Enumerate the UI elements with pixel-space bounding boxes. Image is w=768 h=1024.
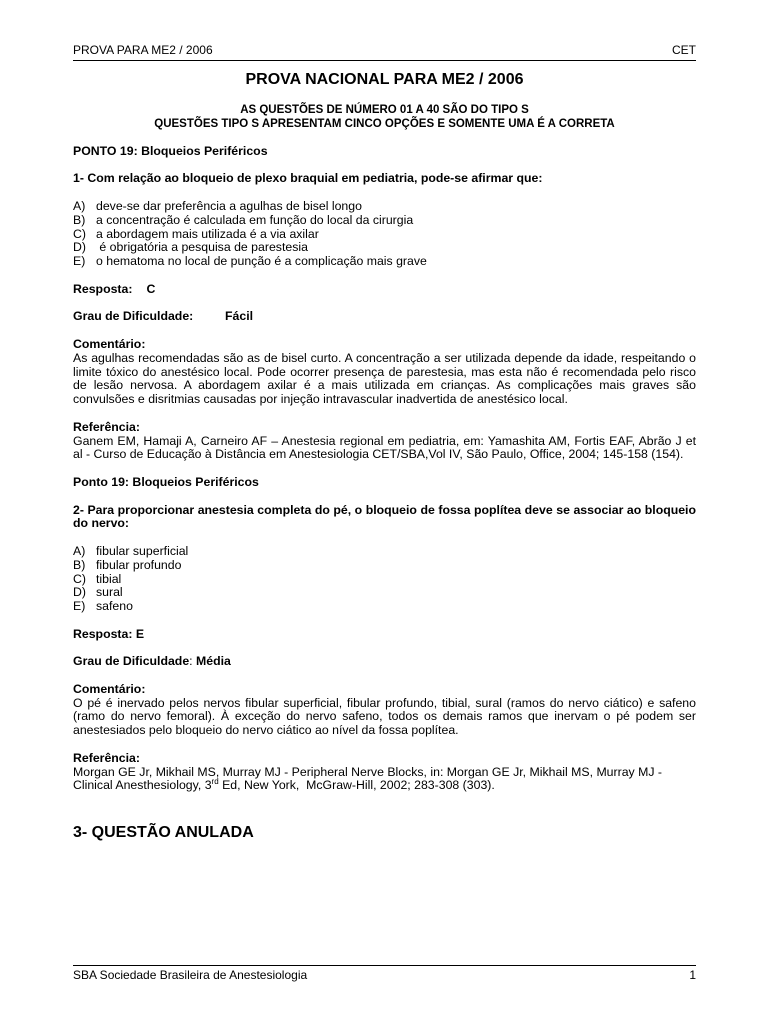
header-right-text: CET [672, 43, 696, 57]
q2-comment-text: O pé é inervado pelos nervos fibular superficial, fibular profundo, tibial, sural (ramos do nervo ciático) e safeno (ramo do nervo femoral). À exceção do nervo safeno, todos os demais ramos que inervam o pé podem ser anestesiados pelo bloqueio do nervo ciático ao nível da fossa poplítea. [73, 695, 696, 738]
page-footer [73, 965, 696, 982]
footer-left-text: SBA Sociedade Brasileira de Anestesiologia [73, 968, 308, 982]
page-number: 1 [689, 968, 696, 982]
q1-option-b: B) a concentração é calculada em função do local da cirurgia [73, 212, 414, 227]
q3-annulled-heading: 3- QUESTÃO ANULADA [73, 824, 254, 842]
q2-reference-line-2: Clinical Anesthesiology, 3rd Ed, New York, McGraw-Hill, 2002; 283-308 (303). [73, 777, 495, 793]
q1-difficulty: Grau de Dificuldade: Fácil [73, 309, 254, 324]
q2-options [73, 545, 696, 614]
header-left-text: PROVA PARA ME2 / 2006 [73, 43, 213, 57]
q1-reference-label: Referência: [73, 419, 140, 434]
q1-comment-label: Comentário: [73, 336, 146, 351]
q2-option-e: E) safeno [73, 599, 133, 614]
document-title: PROVA NACIONAL PARA ME2 / 2006 [245, 71, 524, 88]
q1-option-a: A) deve-se dar preferência a agulhas de bisel longo [73, 198, 362, 213]
q1-options [73, 200, 696, 269]
q1-comment-text: As agulhas recomendadas são as de bisel curto. A concentração a ser utilizada depende da idade, respeitando o limite tóxico do anestésico local. Pode ocorrer presença de parestesia, mas esta não é recomendada pelo risco de lesão nervosa. A abordagem axilar é a mais utilizada em crianças. As complicações mais graves são convulsões e disritmias causadas por injeção intravascular inadvertida de anestésico local. [73, 350, 696, 407]
q1-topic: PONTO 19: Bloqueios Periféricos [73, 143, 268, 158]
q2-reference-line-1: Morgan GE Jr, Mikhail MS, Murray MJ - Peripheral Nerve Blocks, in: Morgan GE Jr, Mikhail MS, Murray MJ - [73, 764, 663, 779]
q2-reference-label: Referência: [73, 750, 140, 765]
q1-question: 1- Com relação ao bloqueio de plexo braquial em pediatria, pode-se afirmar que: [73, 171, 543, 186]
q2-option-c: C) tibial [73, 571, 122, 586]
q2-answer: Resposta: E [73, 626, 145, 641]
q2-difficulty: Grau de Dificuldade: Média [73, 654, 231, 669]
q2-option-d: D) sural [73, 585, 123, 600]
q2-option-a: A) fibular superficial [73, 543, 189, 558]
q1-answer: Resposta: C [73, 281, 156, 296]
q1-option-e: E) o hematoma no local de punção é a complicação mais grave [73, 254, 427, 269]
q1-reference-text: Ganem EM, Hamaji A, Carneiro AF – Anestesia regional em pediatria, em: Yamashita AM, Fortis EAF, Abrão J et al - Curso de Educação à Distância em Anestesiologia CET/SBA,Vol IV, São Paulo, Office, 2004; 145-158 (154). [73, 433, 696, 462]
subtitle-line-1: AS QUESTÕES DE NÚMERO 01 A 40 SÃO DO TIPO S [240, 104, 529, 116]
q1-option-d: D) é obrigatória a pesquisa de parestesia [73, 240, 308, 255]
q2-option-b: B) fibular profundo [73, 557, 182, 572]
document-body [73, 70, 696, 843]
q2-comment-label: Comentário: [73, 681, 146, 696]
q1-option-c: C) a abordagem mais utilizada é a via axilar [73, 226, 319, 241]
q2-question: 2- Para proporcionar anestesia completa do pé, o bloqueio de fossa poplítea deve se associar ao bloqueio do nervo: [73, 502, 696, 531]
page-header [73, 42, 696, 61]
subtitle-line-2: QUESTÕES TIPO S APRESENTAM CINCO OPÇÕES E SOMENTE UMA É A CORRETA [154, 117, 615, 130]
q2-topic: Ponto 19: Bloqueios Periféricos [73, 474, 259, 489]
